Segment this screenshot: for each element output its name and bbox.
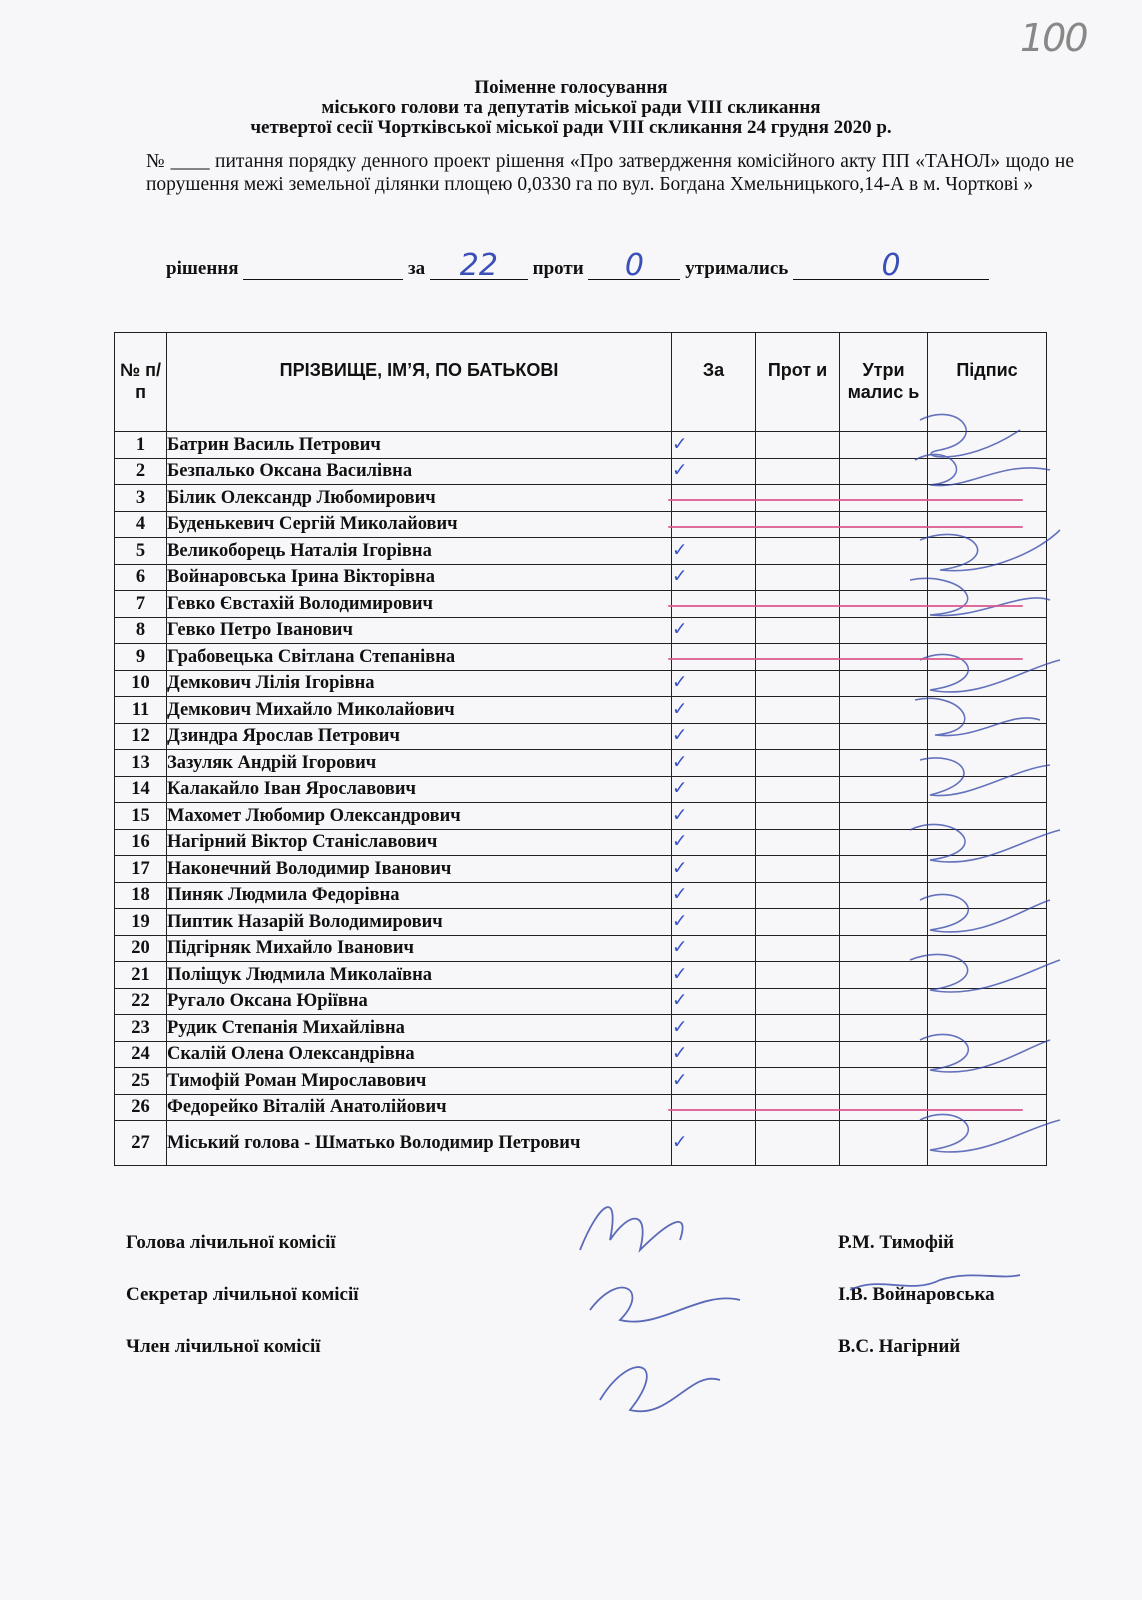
signature-cell	[928, 882, 1047, 909]
vote-abstain-cell	[840, 432, 928, 459]
vote-abstain-cell	[840, 591, 928, 618]
row-number: 12	[115, 723, 167, 750]
vote-against-cell	[756, 617, 840, 644]
deputy-name: Калакайло Іван Ярославович	[167, 776, 672, 803]
chair-name: Р.М. Тимофій	[838, 1232, 955, 1253]
col-header-abstain: Утри малис ь	[840, 333, 928, 432]
row-number: 7	[115, 591, 167, 618]
vote-abstain-cell	[840, 750, 928, 777]
vote-abstain-cell	[840, 458, 928, 485]
col-header-against: Прот и	[756, 333, 840, 432]
against-label: проти	[532, 258, 584, 279]
vote-against-cell	[756, 1015, 840, 1042]
abstain-blank	[793, 248, 989, 283]
row-number: 17	[115, 856, 167, 883]
table-row	[115, 617, 1047, 644]
table-row	[115, 988, 1047, 1015]
row-number: 8	[115, 617, 167, 644]
deputy-name: Ругало Оксана Юріївна	[167, 988, 672, 1015]
vote-abstain-cell	[840, 670, 928, 697]
table-row	[115, 829, 1047, 856]
deputy-name: Демкович Михайло Миколайович	[167, 697, 672, 724]
vote-against-cell	[756, 1041, 840, 1068]
title-line-1: Поіменне голосування	[474, 77, 668, 98]
abstain-label: утримались	[685, 258, 789, 279]
vote-for-cell: ✓	[672, 935, 756, 962]
vote-for-cell: ✓	[672, 1015, 756, 1042]
vote-table-body	[115, 432, 1047, 1166]
vote-for-cell: ✓	[672, 670, 756, 697]
vote-abstain-cell	[840, 962, 928, 989]
row-number: 16	[115, 829, 167, 856]
vote-for-cell: ✓	[672, 882, 756, 909]
decision-line	[166, 248, 1066, 283]
absent-strike-line	[668, 605, 1024, 607]
deputy-name: Грабовецька Світлана Степанівна	[167, 644, 672, 671]
for-value: 22	[459, 248, 498, 283]
vote-against-cell	[756, 644, 840, 671]
row-number: 4	[115, 511, 167, 538]
vote-for-cell: ✓	[672, 776, 756, 803]
table-row	[115, 1094, 1047, 1121]
signature-cell	[928, 644, 1047, 671]
vote-for-cell: ✓	[672, 458, 756, 485]
vote-for-cell: ✓	[672, 1041, 756, 1068]
for-label: за	[408, 258, 426, 279]
deputy-name: Безпалько Оксана Василівна	[167, 458, 672, 485]
vote-abstain-cell	[840, 856, 928, 883]
vote-for-cell: ✓	[672, 988, 756, 1015]
table-row	[115, 750, 1047, 777]
signature-cell	[928, 750, 1047, 777]
vote-abstain-cell	[840, 935, 928, 962]
vote-abstain-cell	[840, 1015, 928, 1042]
chair-label: Голова лічильної комісії	[126, 1232, 336, 1253]
col-header-sign: Підпис	[928, 333, 1047, 432]
row-number: 20	[115, 935, 167, 962]
deputy-name: Гевко Євстахій Володимирович	[167, 591, 672, 618]
vote-for-cell: ✓	[672, 962, 756, 989]
deputy-name: Поліщук Людмила Миколаївна	[167, 962, 672, 989]
table-row	[115, 485, 1047, 512]
table-row	[115, 962, 1047, 989]
vote-against-cell	[756, 511, 840, 538]
signature-cell	[928, 829, 1047, 856]
deputy-name: Білик Олександр Любомирович	[167, 485, 672, 512]
row-number: 18	[115, 882, 167, 909]
title-line-2: міського голови та депутатів міської ради VIII скликання	[321, 97, 821, 118]
signature-cell	[928, 458, 1047, 485]
row-number: 23	[115, 1015, 167, 1042]
deputy-name: Пиптик Назарій Володимирович	[167, 909, 672, 936]
secretary-label: Секретар лічильної комісії	[126, 1284, 359, 1305]
vote-abstain-cell	[840, 617, 928, 644]
commission-signatures	[560, 1180, 1040, 1440]
row-number: 15	[115, 803, 167, 830]
signature-cell	[928, 909, 1047, 936]
row-number: 6	[115, 564, 167, 591]
abstain-value: 0	[881, 248, 901, 283]
vote-for-cell: ✓	[672, 564, 756, 591]
table-row	[115, 511, 1047, 538]
vote-for-cell: ✓	[672, 1068, 756, 1095]
row-number: 22	[115, 988, 167, 1015]
vote-abstain-cell	[840, 723, 928, 750]
vote-for-cell	[672, 485, 756, 512]
vote-against-cell	[756, 829, 840, 856]
deputy-name: Демкович Лілія Ігорівна	[167, 670, 672, 697]
vote-against-cell	[756, 723, 840, 750]
row-number: 19	[115, 909, 167, 936]
row-number: 26	[115, 1094, 167, 1121]
vote-table	[114, 332, 1047, 1166]
deputy-name: Нагірний Віктор Станіславович	[167, 829, 672, 856]
row-number: 2	[115, 458, 167, 485]
decision-blank	[243, 259, 403, 280]
vote-for-cell: ✓	[672, 1121, 756, 1166]
vote-against-cell	[756, 882, 840, 909]
table-row	[115, 670, 1047, 697]
against-blank	[588, 248, 680, 283]
row-number: 13	[115, 750, 167, 777]
vote-against-cell	[756, 776, 840, 803]
vote-for-cell: ✓	[672, 617, 756, 644]
signature-cell	[928, 564, 1047, 591]
deputy-name: Тимофій Роман Мирославович	[167, 1068, 672, 1095]
table-row	[115, 432, 1047, 459]
deputy-name: Рудик Степанія Михайлівна	[167, 1015, 672, 1042]
deputy-name: Войнаровська Ірина Вікторівна	[167, 564, 672, 591]
vote-against-cell	[756, 935, 840, 962]
vote-for-cell	[672, 591, 756, 618]
deputy-name: Буденькевич Сергій Миколайович	[167, 511, 672, 538]
signature-cell	[928, 538, 1047, 565]
vote-against-cell	[756, 988, 840, 1015]
vote-abstain-cell	[840, 803, 928, 830]
col-header-num: № п/п	[115, 333, 167, 432]
absent-strike-line	[668, 1109, 1024, 1111]
vote-against-cell	[756, 803, 840, 830]
vote-against-cell	[756, 697, 840, 724]
document-title	[0, 78, 1142, 138]
against-value: 0	[624, 248, 644, 283]
signature-cell	[928, 617, 1047, 644]
deputy-name: Пиняк Людмила Федорівна	[167, 882, 672, 909]
vote-against-cell	[756, 432, 840, 459]
absent-strike-line	[668, 526, 1024, 528]
table-row	[115, 458, 1047, 485]
col-header-name: ПРІЗВИЩЕ, ІМ’Я, ПО БАТЬКОВІ	[167, 333, 672, 432]
row-number: 1	[115, 432, 167, 459]
agenda-item-text: № ____ питання порядку денного проект рішення «Про затвердження комісійного акту ПП «ТАНОЛ» щодо не порушення межі земельної ділянки площею 0,0330 га по вул. Богдана Хмельницького,14-А в м. Чорткові »	[146, 151, 1074, 195]
deputy-name: Міський голова - Шматько Володимир Петрович	[167, 1121, 672, 1166]
vote-abstain-cell	[840, 882, 928, 909]
table-row	[115, 564, 1047, 591]
table-row	[115, 538, 1047, 565]
signature-cell	[928, 856, 1047, 883]
deputy-name: Махомет Любомир Олександрович	[167, 803, 672, 830]
col-header-for: За	[672, 333, 756, 432]
vote-abstain-cell	[840, 564, 928, 591]
vote-for-cell: ✓	[672, 803, 756, 830]
table-row	[115, 644, 1047, 671]
row-number: 9	[115, 644, 167, 671]
vote-for-cell: ✓	[672, 538, 756, 565]
vote-abstain-cell	[840, 909, 928, 936]
table-row	[115, 723, 1047, 750]
table-row	[115, 591, 1047, 618]
vote-abstain-cell	[840, 697, 928, 724]
signature-cell	[928, 1121, 1047, 1166]
table-row	[115, 935, 1047, 962]
vote-against-cell	[756, 564, 840, 591]
absent-strike-line	[668, 499, 1024, 501]
signature-cell	[928, 432, 1047, 459]
vote-abstain-cell	[840, 538, 928, 565]
vote-for-cell	[672, 644, 756, 671]
signature-cell	[928, 776, 1047, 803]
row-number: 21	[115, 962, 167, 989]
deputy-name: Батрин Василь Петрович	[167, 432, 672, 459]
vote-for-cell: ✓	[672, 697, 756, 724]
vote-against-cell	[756, 458, 840, 485]
signature-cell	[928, 1041, 1047, 1068]
row-number: 27	[115, 1121, 167, 1166]
signature-cell	[928, 1094, 1047, 1121]
vote-abstain-cell	[840, 1068, 928, 1095]
table-row	[115, 697, 1047, 724]
signature-cell	[928, 962, 1047, 989]
signature-cell	[928, 935, 1047, 962]
member-label: Член лічильної комісії	[126, 1336, 321, 1357]
deputy-name: Наконечний Володимир Іванович	[167, 856, 672, 883]
for-blank	[430, 248, 528, 283]
page-number: 100	[1020, 16, 1087, 60]
vote-abstain-cell	[840, 829, 928, 856]
vote-for-cell: ✓	[672, 909, 756, 936]
decision-label: рішення	[166, 258, 239, 279]
table-row	[115, 803, 1047, 830]
vote-against-cell	[756, 962, 840, 989]
vote-against-cell	[756, 485, 840, 512]
deputy-name: Підгірняк Михайло Іванович	[167, 935, 672, 962]
vote-abstain-cell	[840, 988, 928, 1015]
signature-cell	[928, 1015, 1047, 1042]
signature-cell	[928, 988, 1047, 1015]
vote-abstain-cell	[840, 776, 928, 803]
table-row	[115, 909, 1047, 936]
vote-for-cell	[672, 1094, 756, 1121]
table-header-row	[115, 333, 1047, 432]
table-row	[115, 856, 1047, 883]
table-row	[115, 1121, 1047, 1166]
signature-cell	[928, 723, 1047, 750]
vote-against-cell	[756, 856, 840, 883]
row-number: 10	[115, 670, 167, 697]
vote-for-cell	[672, 511, 756, 538]
signature-cell	[928, 670, 1047, 697]
vote-for-cell: ✓	[672, 723, 756, 750]
table-row	[115, 882, 1047, 909]
vote-for-cell: ✓	[672, 829, 756, 856]
signature-cell	[928, 511, 1047, 538]
vote-against-cell	[756, 591, 840, 618]
signature-cell	[928, 697, 1047, 724]
vote-abstain-cell	[840, 1041, 928, 1068]
row-number: 24	[115, 1041, 167, 1068]
title-line-3: четвертої сесії Чортківської міської ради VIII скликання 24 грудня 2020 р.	[250, 117, 892, 138]
table-row	[115, 1041, 1047, 1068]
vote-against-cell	[756, 750, 840, 777]
signature-cell	[928, 485, 1047, 512]
row-number: 25	[115, 1068, 167, 1095]
table-row	[115, 776, 1047, 803]
deputy-name: Гевко Петро Іванович	[167, 617, 672, 644]
vote-for-cell: ✓	[672, 856, 756, 883]
vote-against-cell	[756, 1121, 840, 1166]
vote-against-cell	[756, 538, 840, 565]
row-number: 5	[115, 538, 167, 565]
vote-against-cell	[756, 670, 840, 697]
vote-against-cell	[756, 1094, 840, 1121]
row-number: 3	[115, 485, 167, 512]
signature-cell	[928, 591, 1047, 618]
vote-for-cell: ✓	[672, 750, 756, 777]
deputy-name: Великоборець Наталія Ігорівна	[167, 538, 672, 565]
signature-cell	[928, 803, 1047, 830]
vote-abstain-cell	[840, 511, 928, 538]
absent-strike-line	[668, 658, 1024, 660]
deputy-name: Зазуляк Андрій Ігорович	[167, 750, 672, 777]
vote-abstain-cell	[840, 644, 928, 671]
member-name: В.С. Нагірний	[838, 1336, 961, 1357]
signature-cell	[928, 1068, 1047, 1095]
vote-for-cell: ✓	[672, 432, 756, 459]
deputy-name: Скалій Олена Олександрівна	[167, 1041, 672, 1068]
vote-against-cell	[756, 909, 840, 936]
deputy-name: Федорейко Віталій Анатолійович	[167, 1094, 672, 1121]
vote-abstain-cell	[840, 485, 928, 512]
vote-against-cell	[756, 1068, 840, 1095]
row-number: 11	[115, 697, 167, 724]
table-row	[115, 1015, 1047, 1042]
vote-abstain-cell	[840, 1121, 928, 1166]
vote-abstain-cell	[840, 1094, 928, 1121]
secretary-name: І.В. Войнаровська	[838, 1284, 995, 1305]
table-row	[115, 1068, 1047, 1095]
row-number: 14	[115, 776, 167, 803]
deputy-name: Дзиндра Ярослав Петрович	[167, 723, 672, 750]
